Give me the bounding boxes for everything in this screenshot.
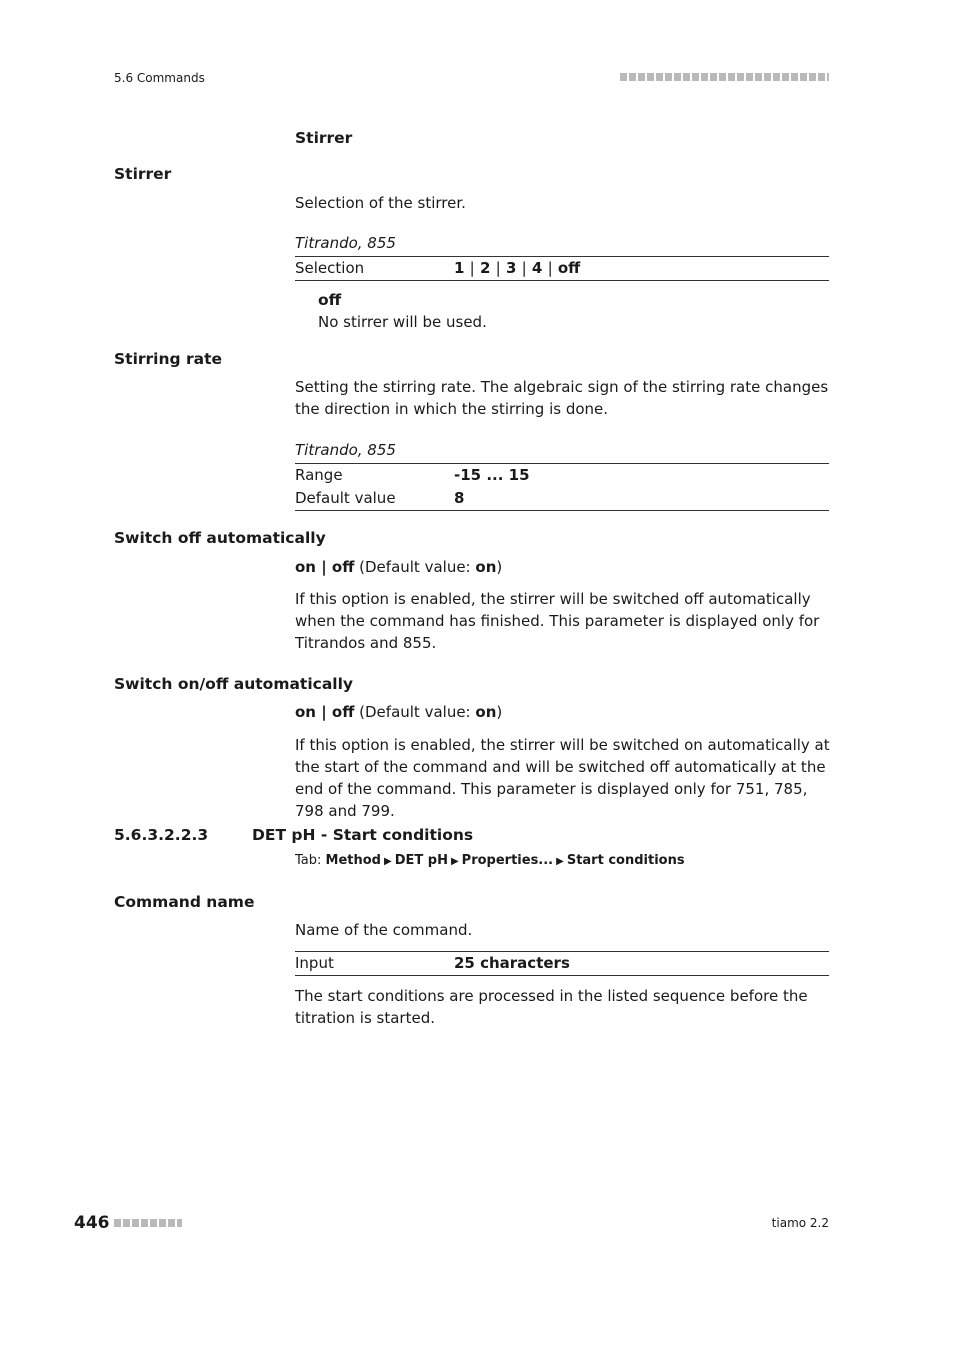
stirrer-selection-values	[454, 257, 580, 280]
selection-value: 1	[454, 259, 465, 277]
default-value: on	[475, 558, 497, 576]
triangle-right-icon: ▶	[450, 856, 459, 867]
selection-value: 3	[505, 259, 517, 277]
input-label: Input	[295, 954, 334, 972]
section-number: 5.6.3.2.2.3	[114, 826, 209, 844]
footer-dots-decoration	[114, 1219, 182, 1227]
option-off-desc: No stirrer will be used.	[318, 313, 487, 331]
section-title: DET pH - Start conditions	[252, 826, 474, 844]
switch-off-options	[295, 556, 830, 578]
param-stirrer-desc: Selection of the stirrer.	[295, 194, 466, 212]
table-row	[295, 464, 829, 487]
range-label: Range	[295, 466, 343, 484]
param-command-name-label: Command name	[114, 893, 255, 911]
selection-value: 4	[531, 259, 543, 277]
input-value: 25 characters	[454, 954, 570, 972]
header-dots-decoration	[620, 73, 829, 81]
tab-breadcrumb	[295, 853, 685, 868]
breadcrumb-item: Start conditions	[566, 853, 685, 868]
triangle-right-icon: ▶	[556, 856, 564, 867]
value-separator: |	[495, 259, 501, 277]
switch-onoff-options	[295, 701, 830, 723]
option-on: on	[295, 703, 316, 721]
value-separator: |	[469, 259, 475, 277]
switch-onoff-desc: If this option is enabled, the stirrer will be switched on automatically at the start of the command and will be switched off automatically at the end of the command. This parameter is displayed only for 751, 785, 798 and 799.	[295, 736, 830, 820]
tab-prefix: Tab:	[295, 853, 326, 868]
range-value: -15 ... 15	[454, 466, 530, 484]
option-separator: |	[315, 558, 332, 576]
breadcrumb-item: DET pH	[394, 853, 448, 868]
default-suffix: )	[496, 703, 503, 721]
default-value: 8	[454, 489, 465, 507]
param-switch-onoff-label: Switch on/off automatically	[114, 675, 354, 693]
param-stirring-rate-desc: Setting the stirring rate. The algebraic sign of the stirring rate changes the direction in which the stirring is done.	[295, 378, 829, 418]
option-off: off	[331, 558, 355, 576]
selection-value: 2	[479, 259, 491, 277]
table-row	[295, 257, 829, 280]
param-stirring-rate-label: Stirring rate	[114, 350, 223, 368]
stirrer-subheading: Stirrer	[295, 129, 353, 147]
default-prefix: (Default value:	[354, 558, 476, 576]
option-off-name: off	[318, 291, 342, 309]
start-conditions-note: The start conditions are processed in the listed sequence before the titration is started.	[295, 987, 808, 1027]
command-name-table	[295, 951, 829, 976]
stirrer-table-title: Titrando, 855	[295, 234, 396, 252]
breadcrumb-item: Properties...	[461, 853, 554, 868]
stirrer-row-label: Selection	[295, 259, 365, 277]
stirrer-table	[295, 256, 829, 281]
value-separator: |	[521, 259, 527, 277]
command-name-desc: Name of the command.	[295, 921, 473, 939]
breadcrumb-item: Method	[325, 853, 381, 868]
default-value: on	[475, 703, 497, 721]
param-switch-off-label: Switch off automatically	[114, 529, 326, 547]
stirring-rate-table-title: Titrando, 855	[295, 441, 396, 459]
table-row	[295, 952, 829, 975]
table-row	[295, 487, 829, 510]
param-stirrer-label: Stirrer	[114, 165, 172, 183]
stirring-rate-table	[295, 463, 829, 511]
default-label: Default value	[295, 489, 396, 507]
page-number: 446	[74, 1213, 110, 1233]
switch-off-desc: If this option is enabled, the stirrer will be switched off automatically when the command has finished. This parameter is displayed only for Titrandos and 855.	[295, 590, 820, 652]
option-on: on	[295, 558, 316, 576]
default-suffix: )	[496, 558, 503, 576]
default-prefix: (Default value:	[354, 703, 476, 721]
product-name: tiamo 2.2	[771, 1216, 829, 1230]
option-separator: |	[315, 703, 332, 721]
option-off: off	[331, 703, 355, 721]
selection-value: off	[557, 259, 581, 277]
value-separator: |	[547, 259, 553, 277]
triangle-right-icon: ▶	[384, 856, 392, 867]
running-header: 5.6 Commands	[114, 71, 205, 85]
